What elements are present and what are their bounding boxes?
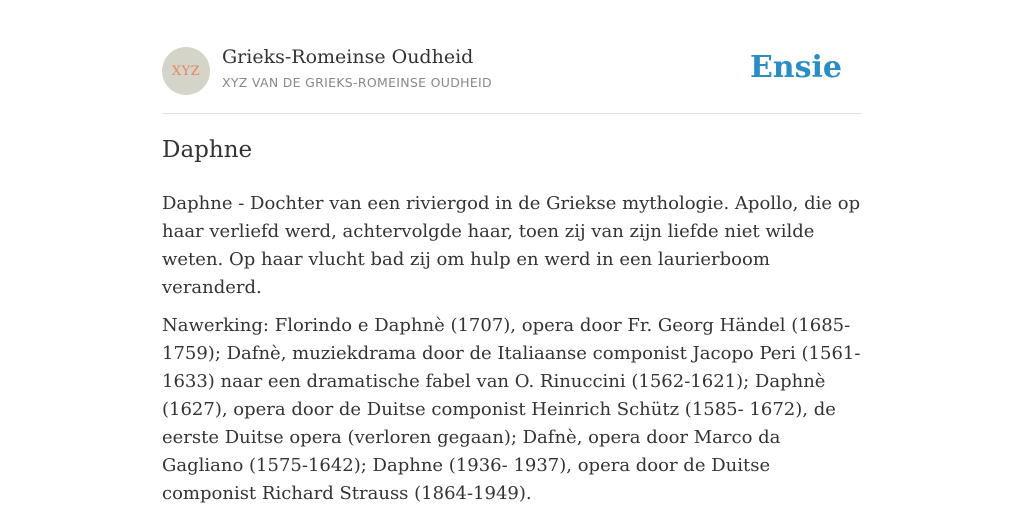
source-title[interactable]: Grieks-Romeinse Oudheid bbox=[222, 46, 474, 68]
entry-paragraph-legacy: Nawerking: Florindo e Daphnè (1707), opera door Fr. Georg Händel (1685-1759); Dafnè, muziekdrama door de Italiaanse componist Jacopo Peri (1561-1633) naar een dramatische fabel van O. Rinuccini (1562-1621); Daphnè (1627), opera door de Duitse componist Heinrich Schütz (1585- 1672), de eerste Duitse opera (verloren gegaan); Dafnè, opera door Marco da Gagliano (1575-1642); Daphne (1936- 1937), opera door de Duitse componist Richard Strauss (1864-1949). bbox=[162, 315, 861, 504]
source-subtitle: XYZ VAN DE GRIEKS-ROMEINSE OUDHEID bbox=[222, 75, 492, 90]
header-divider bbox=[162, 113, 862, 114]
entry-title: Daphne bbox=[162, 137, 253, 163]
source-avatar[interactable] bbox=[162, 47, 210, 95]
source-header bbox=[162, 46, 862, 96]
brand-logo[interactable]: Ensie bbox=[749, 50, 842, 85]
entry-paragraph-definition: Daphne - Dochter van een riviergod in de Griekse mythologie. Apollo, die op haar verliefd werd, achtervolgde haar, toen zij van zijn liefde niet wilde weten. Op haar vlucht bad zij om hulp en werd in een laurierboom veranderd. bbox=[162, 193, 861, 298]
avatar-text: XYZ bbox=[171, 63, 201, 79]
entry-content bbox=[162, 190, 862, 512]
